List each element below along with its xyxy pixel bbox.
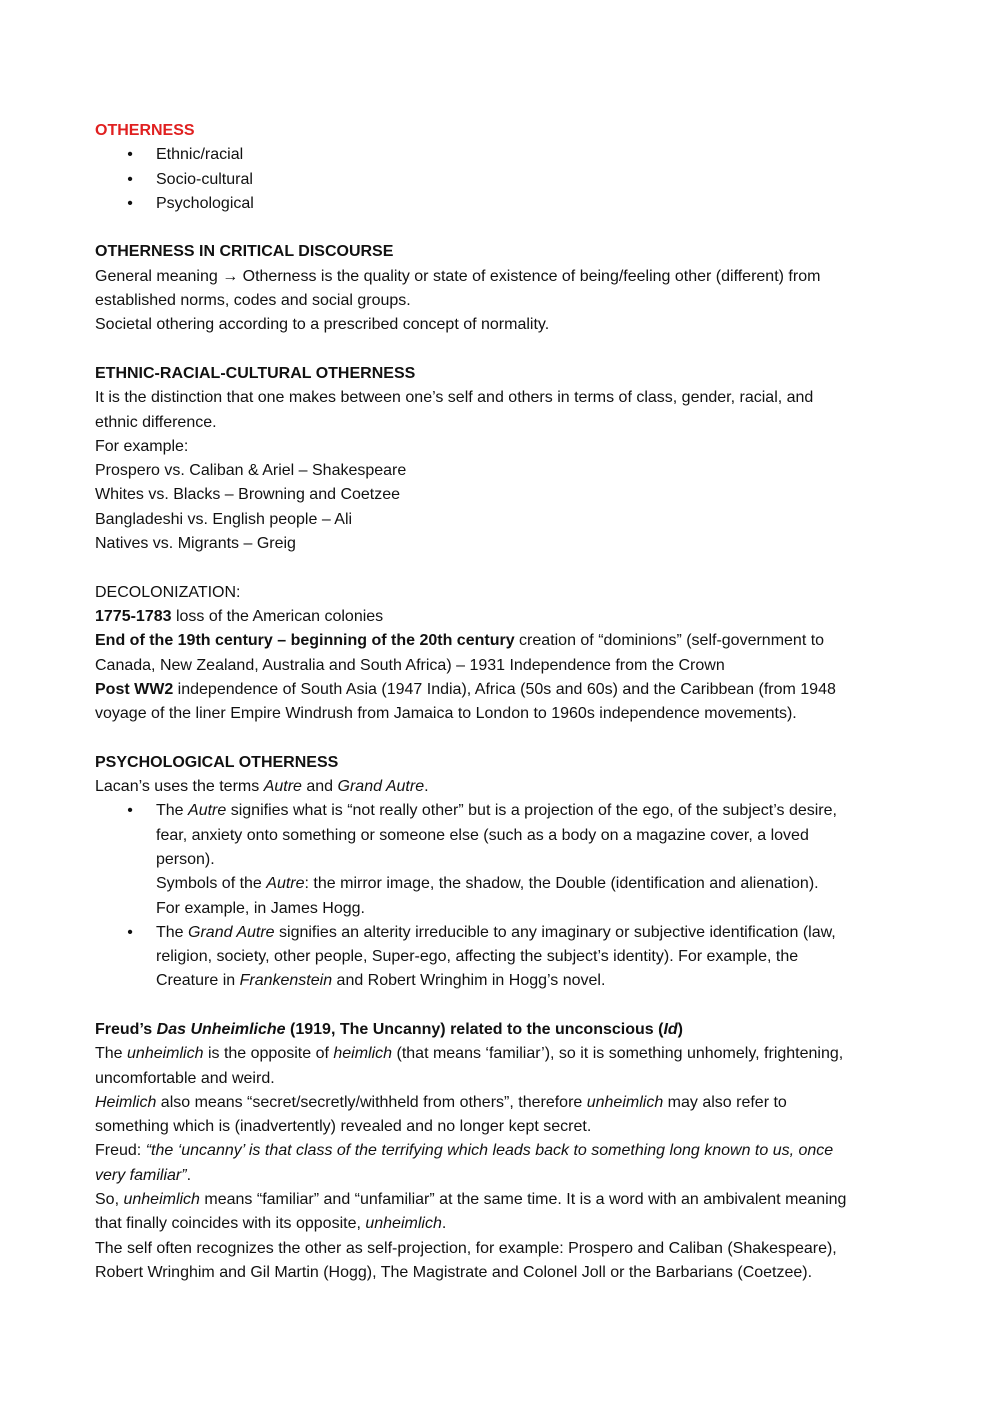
paragraph-line: So, unheimlich means “familiar” and “unfamiliar” at the same time. It is a word with an ambivalent meaning (95, 1191, 847, 1209)
paragraph-line: established norms, codes and social groups. (95, 292, 411, 310)
paragraph-line: Robert Wringhim and Gil Martin (Hogg), The Magistrate and Colonel Joll or the Barbarians (Coetzee). (95, 1263, 813, 1281)
list-item: • The Autre signifies what is “not really other” but is a projection of the ego, of the subject’s desire, fear, anxiety onto something or someone else (such as a body on a magazine cover, a loved person). Symbols of the Autre: the mirror image, the shadow, the Double (identification and alienation). For example, in James Hogg. (95, 799, 910, 920)
paragraph-line: Natives vs. Migrants – Greig (95, 535, 296, 553)
paragraph-line: End of the 19th century – beginning of the 20th century creation of “dominions” (self-government to (95, 632, 825, 650)
paragraph-line: voyage of the liner Empire Windrush from Jamaica to London to 1960s independence movements). (95, 705, 797, 723)
paragraph-line: It is the distinction that one makes between one’s self and others in terms of class, gender, racial, and (95, 389, 814, 407)
list-item: • Socio-cultural (95, 168, 910, 192)
paragraph-line: Bangladeshi vs. English people – Ali (95, 510, 353, 528)
list-item: • Psychological (95, 192, 910, 216)
document-title: OTHERNESS (95, 122, 195, 139)
paragraph-line: The unheimlich is the opposite of heimlich (that means ‘familiar’), so it is something unhomely, frightening, (95, 1045, 844, 1063)
paragraph-line: that finally coincides with its opposite, unheimlich. (95, 1215, 447, 1233)
paragraph-line: Freud: “the ‘uncanny’ is that class of the terrifying which leads back to something long known to us, once (95, 1142, 834, 1160)
paragraph-line: very familiar”. (95, 1166, 192, 1184)
paragraph-line: Lacan’s uses the terms Autre and Grand Autre. (95, 778, 429, 796)
section-heading: ETHNIC-RACIAL-CULTURAL OTHERNESS (95, 364, 416, 382)
paragraph-line: Heimlich also means “secret/secretly/withheld from others”, therefore unheimlich may also refer to (95, 1093, 787, 1111)
paragraph-line: Societal othering according to a prescribed concept of normality. (95, 316, 550, 334)
paragraph-line: Whites vs. Blacks – Browning and Coetzee (95, 486, 401, 504)
paragraph-line: General meaning → Otherness is the quality or state of existence of being/feeling other (different) from (95, 267, 821, 285)
paragraph-line: For example: (95, 437, 189, 455)
bullet-icon: • (127, 802, 133, 820)
list-item: • Ethnic/racial (95, 143, 910, 167)
list-item: • The Grand Autre signifies an alterity irreducible to any imaginary or subjective identification (law, religion, society, other people, Super-ego, affecting the subject’s identity). For example, the Creature in Frankenstein and Robert Wringhim in Hogg’s novel. (95, 921, 910, 994)
section-heading: PSYCHOLOGICAL OTHERNESS (95, 753, 339, 771)
bullet-icon: • (127, 194, 133, 212)
paragraph-line: something which is (inadvertently) revealed and no longer kept secret. (95, 1118, 592, 1136)
section-heading: Freud’s Das Unheimliche (1919, The Uncanny) related to the unconscious (Id) (95, 1020, 683, 1038)
paragraph-line: uncomfortable and weird. (95, 1069, 275, 1087)
bullet-icon: • (127, 170, 133, 188)
document-page (95, 119, 910, 1285)
paragraph-line: The self often recognizes the other as self-projection, for example: Prospero and Caliban (Shakespeare), (95, 1239, 837, 1257)
otherness-types-list (95, 143, 910, 216)
paragraph-line: 1775-1783 loss of the American colonies (95, 607, 384, 625)
section-heading: OTHERNESS IN CRITICAL DISCOURSE (95, 243, 394, 261)
arrow-right-icon: → (222, 267, 239, 285)
paragraph-line: Canada, New Zealand, Australia and South Africa) – 1931 Independence from the Crown (95, 656, 725, 674)
section-heading: DECOLONIZATION: (95, 583, 241, 601)
bullet-icon: • (127, 146, 133, 164)
paragraph-line: ethnic difference. (95, 413, 217, 431)
paragraph-line: Post WW2 independence of South Asia (1947 India), Africa (50s and 60s) and the Caribbean (from 1948 (95, 680, 836, 698)
bullet-icon: • (127, 923, 133, 941)
paragraph-line: Prospero vs. Caliban & Ariel – Shakespeare (95, 462, 407, 480)
lacan-list (95, 799, 910, 993)
